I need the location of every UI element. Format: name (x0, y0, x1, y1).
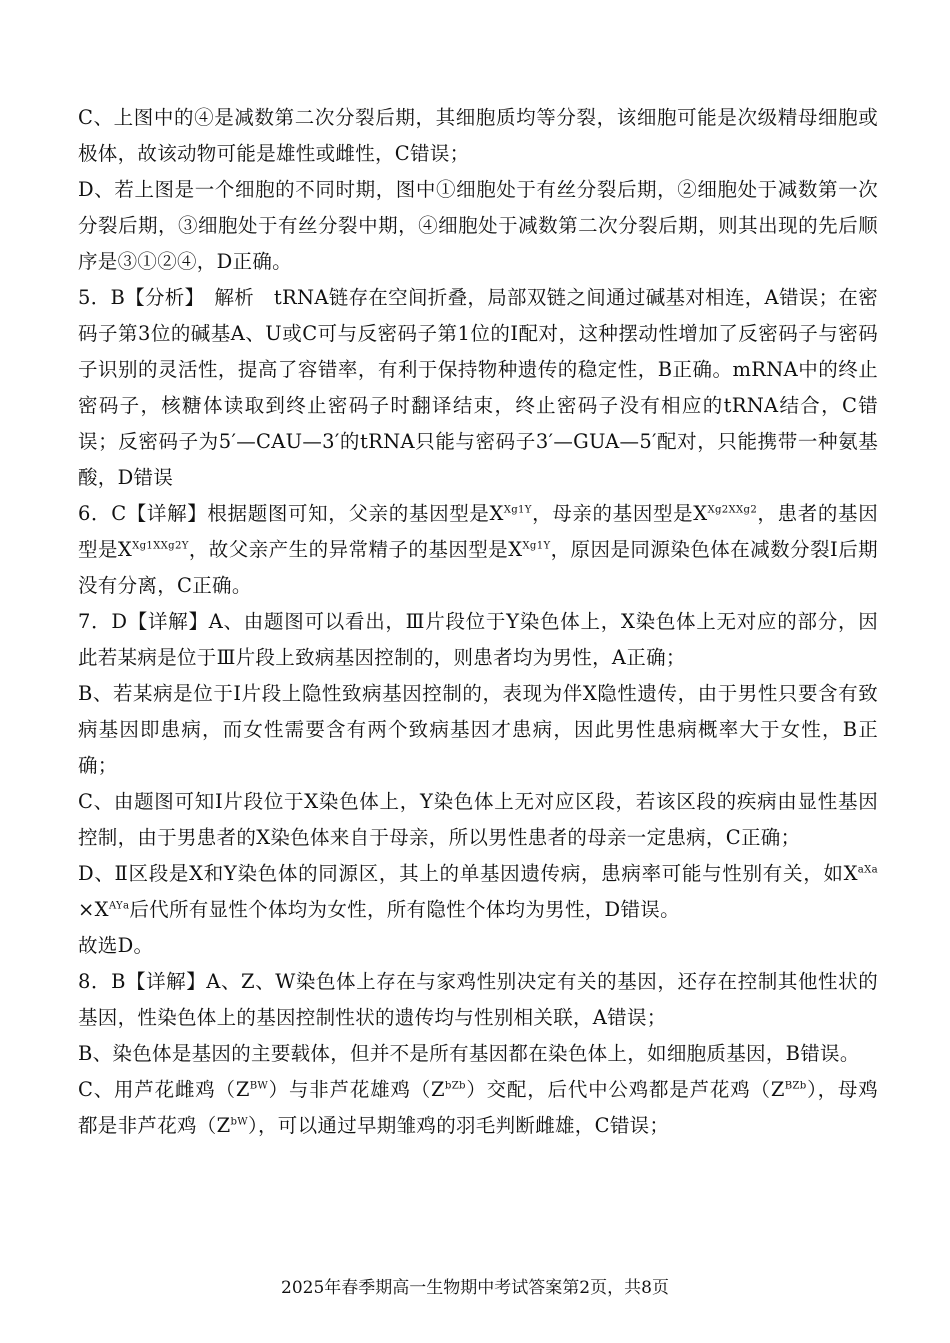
superscript: a (871, 864, 878, 876)
answer-5: 5．B【分析】 解析 tRNA链存在空间折叠，局部双链之间通过碱基对相连，A错误；在密码子第3位的碱基A、U或C可与反密码子第1位的I配对，这种摆动性增加了反密码子与密码子识别的灵活性，提高了容错率，有利于保持物种遗传的稳定性，B正确。mRNA中的终止密码子，核糖体读取到终止密码子时翻译结束，终止密码子没有相应的tRNA结合，C错误；反密码子为5′—CAU—3′的tRNA只能与密码子3′—GUA—5′配对，只能携带一种氨基酸，D错误 (78, 286, 878, 489)
superscript: Xg2 (736, 504, 758, 516)
superscript: BZ (784, 1080, 800, 1092)
answer-8-c: C、用芦花雌鸡$(Z^{BW})$与非芦花雄鸡$(Z^{bZb})$交配，后代中公鸡都是芦花鸡$(Z^{BZb})$，母鸡都是非芦花鸡$(Z^{bW})$，可以通过早期雏鸡的羽毛判断雌雄，C错误； (78, 1078, 879, 1137)
superscript: Xg2Y (160, 540, 189, 552)
superscript: Xg2X (707, 504, 737, 516)
superscript: b (799, 1080, 807, 1092)
answer-6: 6．C【详解】根据题图可知，父亲的基因型是$X^{Xg1Y}$，母亲的基因型是$X^{Xg2XXg2}$，患者的基因型是$X^{Xg1XXg2Y}$，故父亲产生的异常精子的基因型是$X^{Xg1Y}$，原因是同源染色体在减数分裂I后期没有分离，C正确。 (78, 502, 878, 597)
answer-body (78, 100, 878, 1144)
page-footer: 2025年春季期高一生物期中考试答案第2页，共8页 (281, 1278, 669, 1298)
superscript: AY (108, 900, 124, 912)
answer-8-b: B、染色体是基因的主要载体，但并不是所有基因都在染色体上，如细胞质基因，B错误。 (78, 1042, 860, 1065)
paragraph-d-4: D、若上图是一个细胞的不同时期，图中①细胞处于有丝分裂后期，②细胞处于减数第一次分裂后期，③细胞处于有丝分裂中期，④细胞处于减数第二次分裂后期，则其出现的先后顺序是③①②④，D正确。 (78, 178, 878, 273)
paragraph-c-4: C、上图中的④是减数第二次分裂后期，其细胞质均等分裂，该细胞可能是次级精母细胞或极体，故该动物可能是雄性或雌性，C错误； (78, 106, 878, 165)
answer-7-c: C、由题图可知I片段位于X染色体上，Y染色体上无对应区段，若该区段的疾病由显性基因控制，由于男患者的X染色体来自于母亲，所以男性患者的母亲一定患病，C正确； (78, 790, 878, 849)
superscript: bW (230, 1116, 248, 1128)
superscript: BW (249, 1080, 269, 1092)
superscript: Xg1Y (522, 540, 551, 552)
superscript: Xg1X (132, 540, 161, 552)
answer-7-a: 7．D【详解】A、由题图可以看出，Ⅲ片段位于Y染色体上，X染色体上无对应的部分，因此若某病是位于Ⅲ片段上致病基因控制的，则患者均为男性，A正确； (78, 610, 878, 669)
superscript: b (459, 1080, 466, 1092)
answer-8-a: 8．B【详解】A、Z、W染色体上存在与家鸡性别决定有关的基因，还存在控制其他性状的基因，性染色体上的基因控制性状的遗传均与性别相关联，A错误； (78, 970, 878, 1029)
answer-7-b: B、若某病是位于I片段上隐性致病基因控制的，表现为伴X隐性遗传，由于男性只要含有致病基因即患病，而女性需要含有两个致病基因才患病，因此男性患病概率大于女性，B正确； (78, 682, 878, 777)
superscript: Xg1Y (503, 504, 532, 516)
superscript: bZ (444, 1080, 460, 1092)
superscript: a (123, 900, 130, 912)
answer-7-conclusion: 故选D。 (78, 934, 154, 957)
superscript: aX (857, 864, 872, 876)
answer-7-d: D、Ⅱ区段是X和Y染色体的同源区，其上的单基因遗传病，患病率可能与性别有关，如$X^{aXa}\times X^{AYa}$后代所有显性个体均为女性，所有隐性个体均为男性，D错误。 (78, 862, 878, 921)
